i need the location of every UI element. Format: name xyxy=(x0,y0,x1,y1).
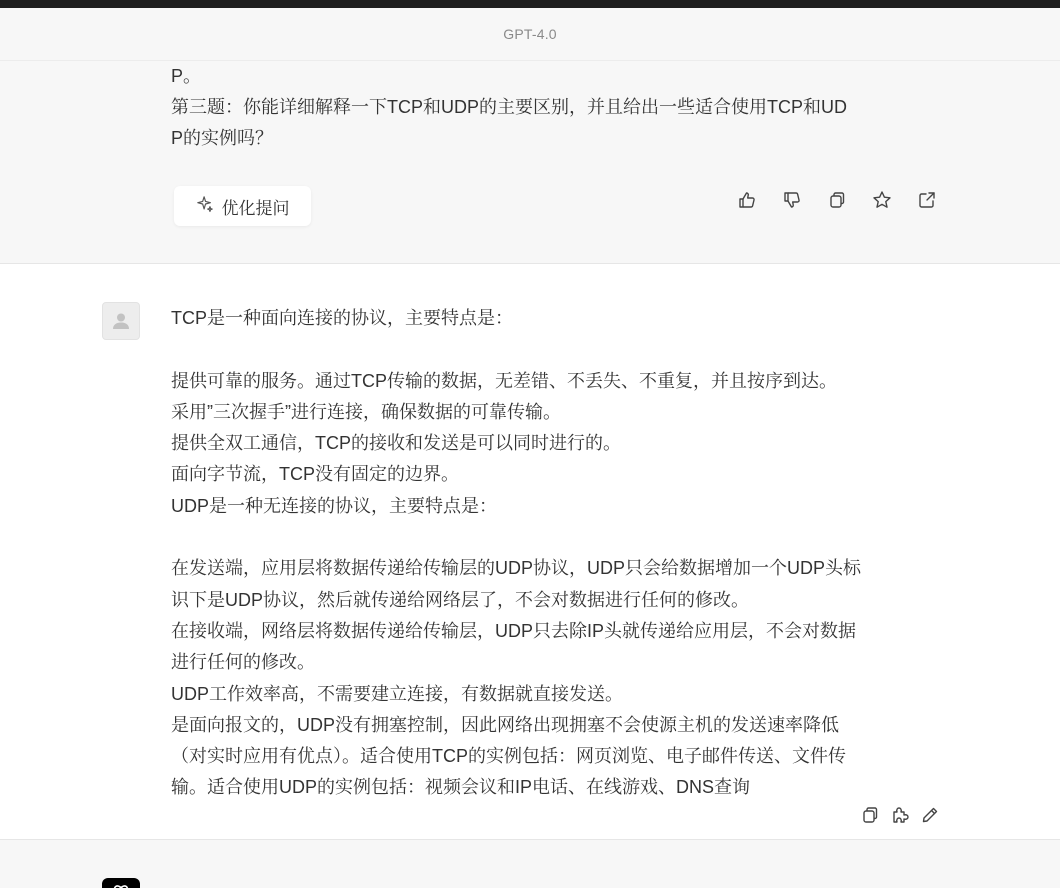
assistant-message-line xyxy=(171,334,936,365)
assistant-message-line: 输。适合使用UDP的实例包括：视频会议和IP电话、在线游戏、DNS查询 xyxy=(171,777,751,798)
user-avatar-icon xyxy=(110,310,132,332)
chat-header xyxy=(0,8,1060,61)
assistant-message-line: 在发送端，应用层将数据传递给传输层的UDP协议，UDP只会给数据增加一个UDP头标 xyxy=(171,558,862,579)
sparkle-icon xyxy=(196,195,214,218)
assistant-message-line: UDP工作效率高，不需要建立连接，有数据就直接发送。 xyxy=(171,683,624,704)
assistant-message-line: 提供可靠的服务。通过TCP传输的数据，无差错、不丢失、不重复，并且按序到达。 xyxy=(171,370,837,391)
assistant-message-actions xyxy=(859,804,940,826)
openai-logo-icon xyxy=(106,880,136,888)
assistant-message-line: 提供全双工通信，TCP的接收和发送是可以同时进行的。 xyxy=(171,433,621,454)
assistant-message-line: 面向字节流，TCP没有固定的边界。 xyxy=(171,464,459,485)
user-message-line: P的实例吗？ xyxy=(171,128,274,148)
assistant-message-line: 进行任何的修改。 xyxy=(171,652,315,673)
optimize-question-label: 优化提问 xyxy=(221,198,290,218)
assistant-message-line: TCP是一种面向连接的协议，主要特点是： xyxy=(171,308,513,328)
assistant-message-line: 识下是UDP协议，然后就传递给网络层了，不会对数据进行任何的修改。 xyxy=(171,589,750,610)
thumbs-down-icon[interactable] xyxy=(782,190,802,210)
optimize-question-button[interactable] xyxy=(174,186,311,226)
copy-icon[interactable] xyxy=(859,805,880,826)
assistant-message-line: 在接收端，网络层将数据传递给传输层，UDP只去除IP头就传递给应用层，不会对数据 xyxy=(171,620,857,641)
share-icon[interactable] xyxy=(917,190,937,210)
window-top-bar xyxy=(0,0,1060,8)
model-title: GPT-4.0 xyxy=(503,26,557,42)
avatar xyxy=(102,302,140,340)
user-message-actions xyxy=(737,188,937,212)
user-message-text xyxy=(171,61,911,154)
assistant-message-line: （对实时应用有优点）。适合使用TCP的实例包括：网页浏览、电子邮件传送、文件传 xyxy=(171,746,846,767)
assistant-message-line xyxy=(171,522,936,553)
assistant-message-line: 是面向报文的，UDP没有拥塞控制，因此网络出现拥塞不会使源主机的发送速率降低 xyxy=(171,714,840,735)
assistant-message xyxy=(0,264,1060,840)
user-message-line: 第三题：你能详细解释一下TCP和UDP的主要区别，并且给出一些适合使用TCP和UD xyxy=(171,97,847,117)
assistant-message-line: 采用”三次握手”进行连接，确保数据的可靠传输。 xyxy=(171,401,561,422)
edit-icon[interactable] xyxy=(919,805,940,826)
avatar xyxy=(102,878,140,888)
next-message-area xyxy=(0,840,1060,888)
thumbs-up-icon[interactable] xyxy=(737,190,757,210)
copy-icon[interactable] xyxy=(827,190,847,210)
assistant-message-text xyxy=(171,303,936,804)
user-message xyxy=(0,61,1060,264)
plugin-icon[interactable] xyxy=(889,805,910,826)
user-message-line: P。 xyxy=(171,66,202,86)
star-icon[interactable] xyxy=(872,190,892,210)
assistant-message-line: UDP是一种无连接的协议，主要特点是： xyxy=(171,495,498,516)
